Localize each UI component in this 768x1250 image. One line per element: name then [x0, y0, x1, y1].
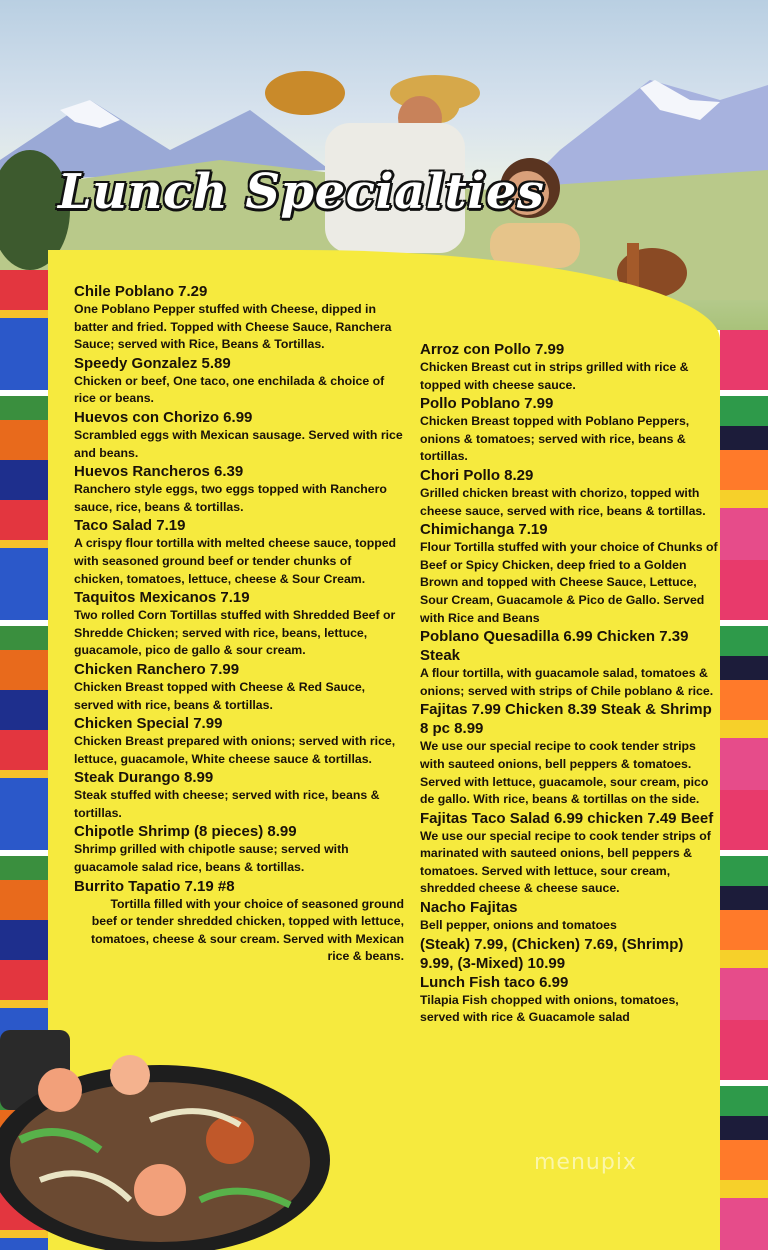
- menu-item-description: Steak stuffed with cheese; served with rice, beans & tortillas.: [74, 788, 380, 820]
- menu-item-description: Grilled chicken breast with chorizo, topped with cheese sauce, served with rice, beans & tortillas.: [420, 485, 706, 518]
- menu-item: [420, 520, 720, 627]
- page-title: Lunch Specialties: [58, 164, 545, 220]
- menu-item: [420, 700, 720, 808]
- menu-item: [420, 340, 720, 394]
- menu-item-title: (Steak) 7.99, (Chicken) 7.69, (Shrimp) 9.99, (3-Mixed) 10.99: [420, 935, 684, 972]
- figures-illustration: [265, 38, 615, 268]
- menu-item-description: Bell pepper, onions and tomatoes: [420, 918, 617, 933]
- menu-item-description: Shrimp grilled with chipotle sause; served with guacamole salad rice, beans & tortillas.: [74, 842, 349, 875]
- menu-item-title: Chipotle Shrimp (8 pieces) 8.99: [74, 823, 297, 841]
- menu-item: [74, 768, 404, 822]
- fajita-plate-image: [0, 1030, 330, 1250]
- menu-item-title: Lunch Fish taco 6.99: [420, 973, 569, 991]
- menu-item-title: Taquitos Mexicanos 7.19: [74, 589, 250, 607]
- menu-item-description: Tortilla filled with your choice of seasoned ground beef or tender shredded chicken, topped with lettuce, tomatoes, cheese & sour cream. Served with Mexican rice & beans.: [90, 896, 404, 964]
- menu-item: [420, 466, 720, 520]
- menu-item-title: Steak Durango 8.99: [74, 769, 214, 787]
- menu-item-title: Chicken Ranchero 7.99: [74, 660, 240, 678]
- menupix-watermark: menupix: [534, 1150, 637, 1175]
- menu-item: [74, 354, 404, 408]
- menu-item-description: We use our special recipe to cook tender strips of marinated with sauteed onions, bell peppers & tomatoes. Served with lettuce, sour cream, shredded cheese & cheese sauce.: [420, 828, 711, 896]
- menu-item: [74, 660, 404, 714]
- menu-item-description: Two rolled Corn Tortillas stuffed with Shredded Beef or Shredde Chicken; served with rice, beans, lettuce, guacamole, pico de gallo & sour cream.: [74, 608, 396, 658]
- menu-item-description: Ranchero style eggs, two eggs topped with Ranchero sauce, rice, beans & tortillas.: [74, 482, 387, 514]
- menu-item-title: Taco Salad 7.19: [74, 517, 186, 535]
- menu-item-description: Tilapia Fish chopped with onions, tomatoes, served with rice & Guacamole salad: [420, 992, 679, 1025]
- menu-item-description: Chicken or beef, One taco, one enchilada & choice of rice or beans.: [74, 373, 385, 406]
- menu-item: [74, 877, 404, 966]
- menu-item: [74, 282, 404, 354]
- menu-item-description: One Poblano Pepper stuffed with Cheese, dipped in batter and fried. Topped with Cheese Sauce, Ranchera Sauce; served with Rice, Beans & Tortillas.: [74, 302, 392, 352]
- menu-item-title: Speedy Gonzalez 5.89: [74, 354, 231, 372]
- menu-item-description: We use our special recipe to cook tender strips with sauteed onions, bell peppers & tomatoes. Served with lettuce, guacamole, sour cream, pico de gallo. With rice, beans & tortillas on the side.: [420, 739, 709, 807]
- menu-item: [74, 714, 404, 768]
- menu-item-title: Pollo Poblano 7.99: [420, 395, 554, 413]
- menu-item-title: Fajitas 7.99 Chicken 8.39 Steak & Shrimp 8 pc 8.99: [420, 701, 712, 738]
- menu-item: [420, 973, 720, 1027]
- menu-item: [420, 394, 720, 466]
- menu-item-title: Chicken Special 7.99: [74, 715, 223, 733]
- left-column: [74, 282, 404, 966]
- menu-item-title: Chori Pollo 8.29: [420, 466, 534, 484]
- menu-item-title: Chile Poblano 7.29: [74, 283, 208, 300]
- menu-item: [420, 627, 720, 700]
- menu-item-description: Chicken Breast topped with Poblano Peppers, onions & tomatoes; served with rice, beans & tortillas.: [420, 414, 690, 464]
- menu-item-description: A crispy flour tortilla with melted cheese sauce, topped with seasoned ground beef or tender chunks of chicken, tomatoes, lettuce, cheese & Sour Cream.: [74, 536, 397, 586]
- menu-item: [74, 462, 404, 516]
- menu-item-title: Fajitas Taco Salad 6.99 chicken 7.49 Beef: [420, 809, 714, 827]
- menu-item-description: Chicken Breast topped with Cheese & Red Sauce, served with rice, beans & tortillas.: [74, 679, 366, 712]
- menu-item-title: Huevos con Chorizo 6.99: [74, 408, 253, 426]
- menu-item-description: A flour tortilla, with guacamole salad, tomatoes & onions; served with strips of Chile poblano & rice.: [420, 666, 714, 698]
- menu-item-title: Poblano Quesadilla 6.99 Chicken 7.39 Steak: [420, 628, 689, 665]
- menu-item-description: Chicken Breast prepared with onions; served with rice, lettuce, guacamole, White cheese sauce & tortillas.: [74, 734, 396, 766]
- serape-right-border: [720, 330, 768, 1250]
- menu-item-title: Chimichanga 7.19: [420, 521, 548, 539]
- menu-item-title: Nacho Fajitas: [420, 899, 518, 917]
- menu-item: [74, 408, 404, 462]
- menu-item-description: Scrambled eggs with Mexican sausage. Served with rice and beans.: [74, 427, 403, 460]
- menu-item-description: Chicken Breast cut in strips grilled with rice & topped with cheese sauce.: [420, 360, 689, 392]
- menu-item: [74, 588, 404, 660]
- menu-item-title: Burrito Tapatio 7.19 #8: [74, 877, 235, 895]
- menu-item-title: Huevos Rancheros 6.39: [74, 463, 244, 481]
- menu-item-title: Arroz con Pollo 7.99: [420, 341, 565, 358]
- menu-item: [420, 898, 720, 935]
- menu-item: [74, 822, 404, 876]
- menu-item: [420, 809, 720, 898]
- right-column: [420, 340, 720, 1027]
- menu-item: [74, 516, 404, 588]
- menu-item: [420, 935, 720, 973]
- menu-item-description: Flour Tortilla stuffed with your choice of Chunks of Beef or Spicy Chicken, deep fried to a Golden Brown and topped with Cheese Sauce, Lettuce, Sour Cream, Guacamole & Pico de Gallo. Served with Rice and Beans: [420, 540, 718, 625]
